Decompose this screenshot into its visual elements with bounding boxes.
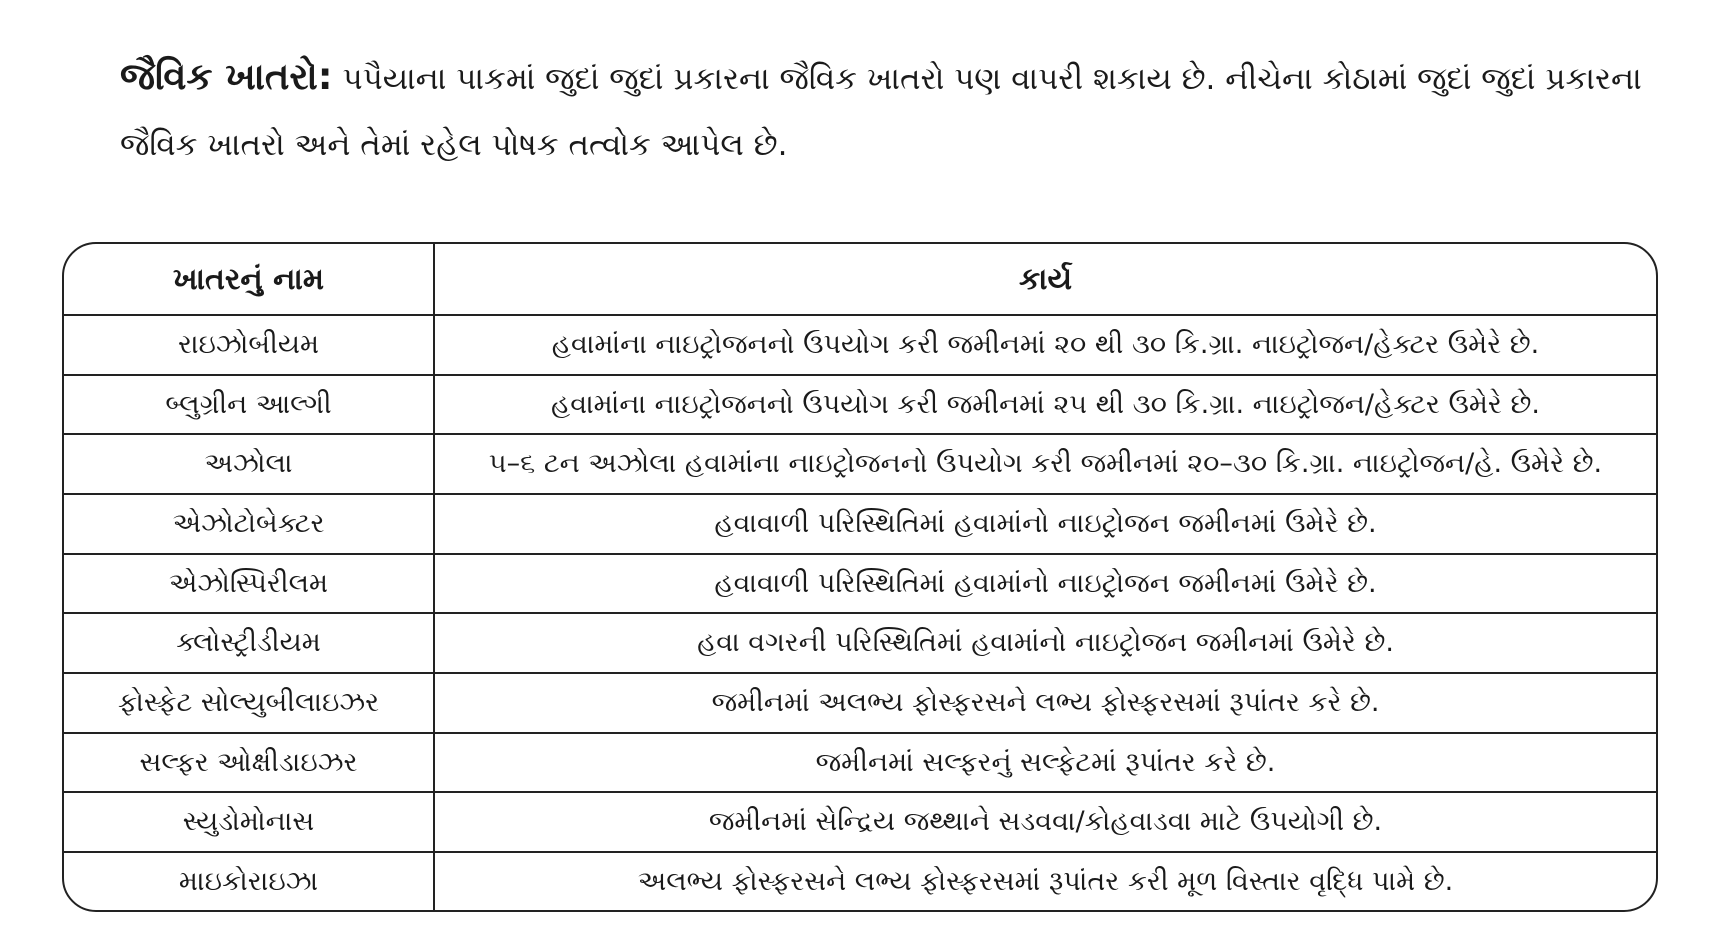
table-row: [64, 375, 1656, 435]
function-cell: જમીનમાં અલભ્ય ફોસ્ફરસને લભ્ય ફોસ્ફરસમાં રૂપાંતર કરે છે.: [434, 673, 1656, 733]
fertilizer-name-cell: સલ્ફર ઓક્ષીડાઇઝર: [64, 733, 434, 793]
table-row: [64, 733, 1656, 793]
function-cell: અલભ્ય ફોસ્ફરસને લભ્ય ફોસ્ફરસમાં રૂપાંતર કરી મૂળ વિસ્તાર વૃદ્ધિ પામે છે.: [637, 865, 1454, 897]
table-row: [64, 494, 1656, 554]
function-cell: હવાવાળી પરિસ્થિતિમાં હવામાંનો નાઇટ્રોજન જમીનમાં ઉમેરે છે.: [434, 494, 1656, 554]
table-header-row: [64, 244, 1656, 315]
table-row: [64, 315, 1656, 375]
fertilizer-name-cell: બ્લુગ્રીન આલ્ગી: [64, 375, 434, 435]
table-row: [64, 673, 1656, 733]
header-function: કાર્ય: [434, 244, 1656, 315]
fertilizer-table: [62, 242, 1658, 912]
fertilizer-name-cell: માઇકોરાઇઝા: [64, 852, 434, 910]
table-row: [64, 792, 1656, 852]
function-cell: હવાવાળી પરિસ્થિતિમાં હવામાંનો નાઇટ્રોજન જમીનમાં ઉમેરે છે.: [434, 554, 1656, 614]
function-cell: જમીનમાં સેન્દ્રિય જથ્થાને સડવવા/કોહવાડવા માટે ઉપયોગી છે.: [434, 792, 1656, 852]
fertilizer-name-cell: અઝોલા: [64, 434, 434, 494]
fertilizer-name-cell: એઝોસ્પિરીલમ: [64, 554, 434, 614]
function-cell: હવામાંના નાઇટ્રોજનનો ઉપયોગ કરી જમીનમાં ૨૦ થી ૩૦ કિ.ગ્રા. નાઇટ્રોજન/હેક્ટર ઉમેરે છે.: [434, 315, 1656, 375]
table-row: [64, 613, 1656, 673]
function-cell: હવા વગરની પરિસ્થિતિમાં હવામાંનો નાઇટ્રોજન જમીનમાં ઉમેરે છે.: [434, 613, 1656, 673]
fertilizer-name-cell: ફોસ્ફેટ સોલ્યુબીલાઇઝર: [64, 673, 434, 733]
fertilizer-name-cell: રાઇઝોબીયમ: [64, 315, 434, 375]
function-cell: હવામાંના નાઇટ્રોજનનો ઉપયોગ કરી જમીનમાં ૨૫ થી ૩૦ કિ.ગ્રા. નાઇટ્રોજન/હેક્ટર ઉમેરે છે.: [434, 375, 1656, 435]
section-heading: જૈવિક ખાતરો:: [120, 55, 333, 98]
table-row: [64, 434, 1656, 494]
intro-text: પપૈયાના પાકમાં જુદાં જુદાં પ્રકારના જૈવિક ખાતરો પણ વાપરી શકાય છે. નીચેના કોઠામાં જુદાં જુદાં પ્રકારના જૈવિક ખાતરો અને તેમાં રહેલ પોષક તત્વોક આપેલ છે.: [120, 61, 1642, 163]
header-fertilizer-name: ખાતરનું નામ: [64, 244, 434, 315]
table-row: [64, 852, 1656, 910]
fertilizer-name-cell: સ્યુડોમોનાસ: [64, 792, 434, 852]
function-cell: જમીનમાં સલ્ફરનું સલ્ફેટમાં રૂપાંતર કરે છે.: [434, 733, 1656, 793]
intro-paragraph: [120, 44, 1660, 178]
fertilizer-name-cell: ક્લોસ્ટ્રીડીયમ: [64, 613, 434, 673]
table-row: [64, 554, 1656, 614]
fertilizer-name-cell: એઝોટોબેક્ટર: [64, 494, 434, 554]
function-cell: ૫–૬ ટન અઝોલા હવામાંના નાઇટ્રોજનનો ઉપયોગ કરી જમીનમાં ૨૦–૩૦ કિ.ગ્રા. નાઇટ્રોજન/હે. ઉમેરે છે.: [434, 434, 1656, 494]
